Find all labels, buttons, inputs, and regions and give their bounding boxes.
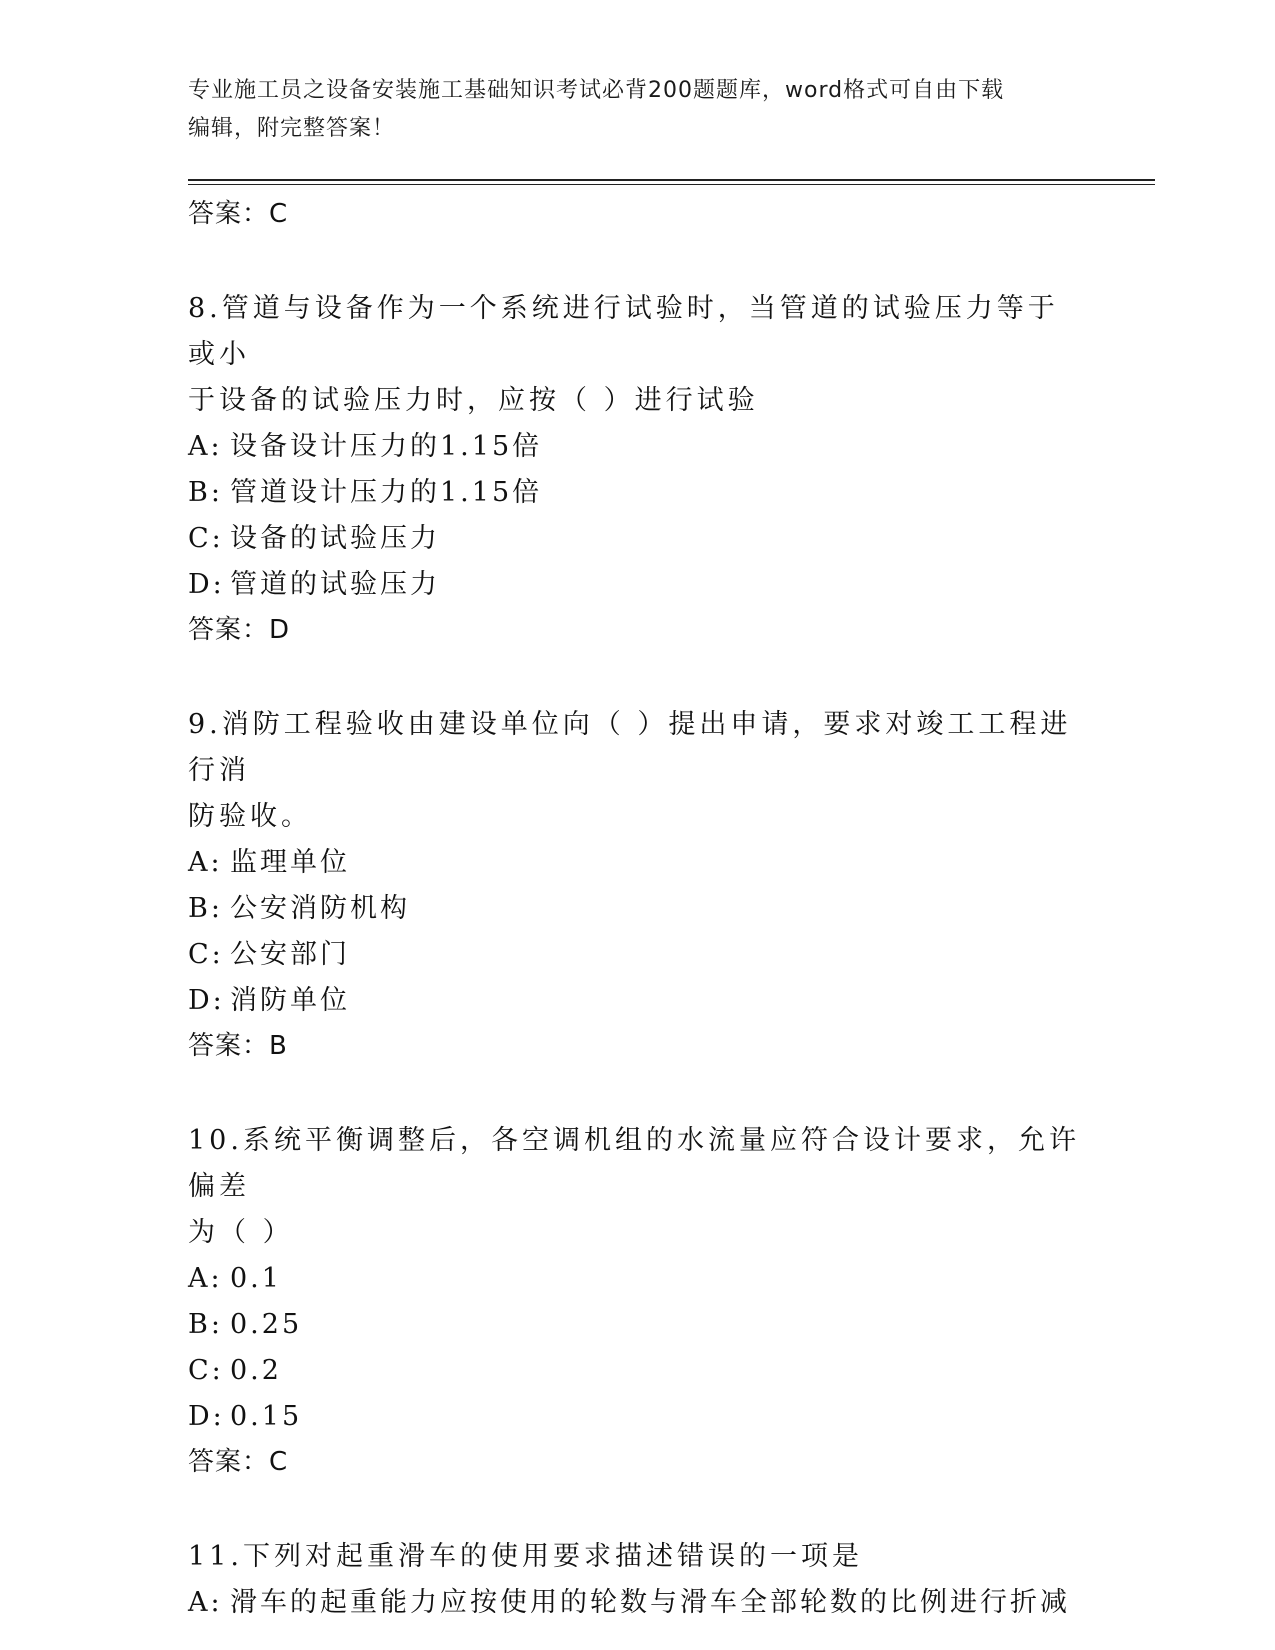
option-key: A: bbox=[188, 1263, 223, 1294]
question-block bbox=[188, 1118, 1088, 1534]
question-block bbox=[188, 1534, 1088, 1626]
option-text: 滑车的起重能力应按使用的轮数与滑车全部轮数的比例进行折减 bbox=[230, 1587, 1070, 1618]
option-b bbox=[188, 470, 1088, 516]
option-key: D: bbox=[188, 569, 225, 600]
option-text: 消防单位 bbox=[230, 985, 350, 1016]
option-key: D: bbox=[188, 1401, 225, 1432]
question-text bbox=[188, 702, 1088, 840]
option-key: C: bbox=[188, 523, 224, 554]
header-divider-thin bbox=[188, 184, 1155, 185]
option-key: A: bbox=[188, 847, 223, 878]
option-key: C: bbox=[188, 939, 224, 970]
option-d bbox=[188, 978, 1088, 1024]
question-line: 防验收。 bbox=[188, 801, 312, 832]
option-c bbox=[188, 1348, 1088, 1394]
option-key: C: bbox=[188, 1355, 224, 1386]
option-a bbox=[188, 1256, 1088, 1302]
question-line: 为（ ） bbox=[188, 1217, 294, 1248]
header-line-2: 编辑，附完整答案！ bbox=[188, 116, 396, 141]
option-key: A: bbox=[188, 1587, 223, 1618]
option-a bbox=[188, 1580, 1088, 1626]
question-line: 10.系统平衡调整后，各空调机组的水流量应符合设计要求，允许偏差 bbox=[188, 1125, 1080, 1202]
question-text bbox=[188, 1118, 1088, 1256]
option-text: 公安消防机构 bbox=[230, 893, 410, 924]
option-b bbox=[188, 886, 1088, 932]
option-text: 设备的试验压力 bbox=[230, 523, 440, 554]
answer-line: 答案：B bbox=[188, 1031, 288, 1061]
option-key: D: bbox=[188, 985, 225, 1016]
option-a bbox=[188, 840, 1088, 886]
question-text bbox=[188, 286, 1088, 424]
option-text: 0.2 bbox=[230, 1355, 282, 1386]
document-body bbox=[188, 192, 1088, 1626]
option-key: B: bbox=[188, 1309, 223, 1340]
option-key: A: bbox=[188, 431, 223, 462]
option-c bbox=[188, 932, 1088, 978]
option-text: 管道的试验压力 bbox=[230, 569, 440, 600]
question-line: 于设备的试验压力时，应按（ ）进行试验 bbox=[188, 385, 759, 416]
option-key: B: bbox=[188, 893, 223, 924]
question-line: 8.管道与设备作为一个系统进行试验时，当管道的试验压力等于或小 bbox=[188, 293, 1059, 370]
option-text: 管道设计压力的1.15倍 bbox=[230, 477, 543, 508]
answer-line: 答案：D bbox=[188, 615, 291, 645]
question-line: 11.下列对起重滑车的使用要求描述错误的一项是 bbox=[188, 1541, 863, 1572]
option-a bbox=[188, 424, 1088, 470]
header-line-1: 专业施工员之设备安装施工基础知识考试必背200题题库，word格式可自由下载 bbox=[188, 78, 1005, 103]
option-text: 监理单位 bbox=[230, 847, 350, 878]
page-header bbox=[188, 72, 1088, 148]
header-divider bbox=[188, 179, 1155, 181]
option-text: 0.25 bbox=[230, 1309, 303, 1340]
option-text: 公安部门 bbox=[230, 939, 350, 970]
option-c bbox=[188, 516, 1088, 562]
question-block bbox=[188, 702, 1088, 1118]
option-text: 0.1 bbox=[230, 1263, 282, 1294]
option-key: B: bbox=[188, 477, 223, 508]
answer-line: 答案：C bbox=[188, 199, 289, 229]
question-block bbox=[188, 286, 1088, 702]
question-line: 9.消防工程验收由建设单位向（ ）提出申请，要求对竣工工程进行消 bbox=[188, 709, 1072, 786]
answer-line: 答案：C bbox=[188, 1447, 289, 1477]
option-text: 0.15 bbox=[230, 1401, 303, 1432]
question-text bbox=[188, 1534, 1088, 1580]
option-text: 设备设计压力的1.15倍 bbox=[230, 431, 543, 462]
option-d bbox=[188, 562, 1088, 608]
option-b bbox=[188, 1302, 1088, 1348]
option-d bbox=[188, 1394, 1088, 1440]
